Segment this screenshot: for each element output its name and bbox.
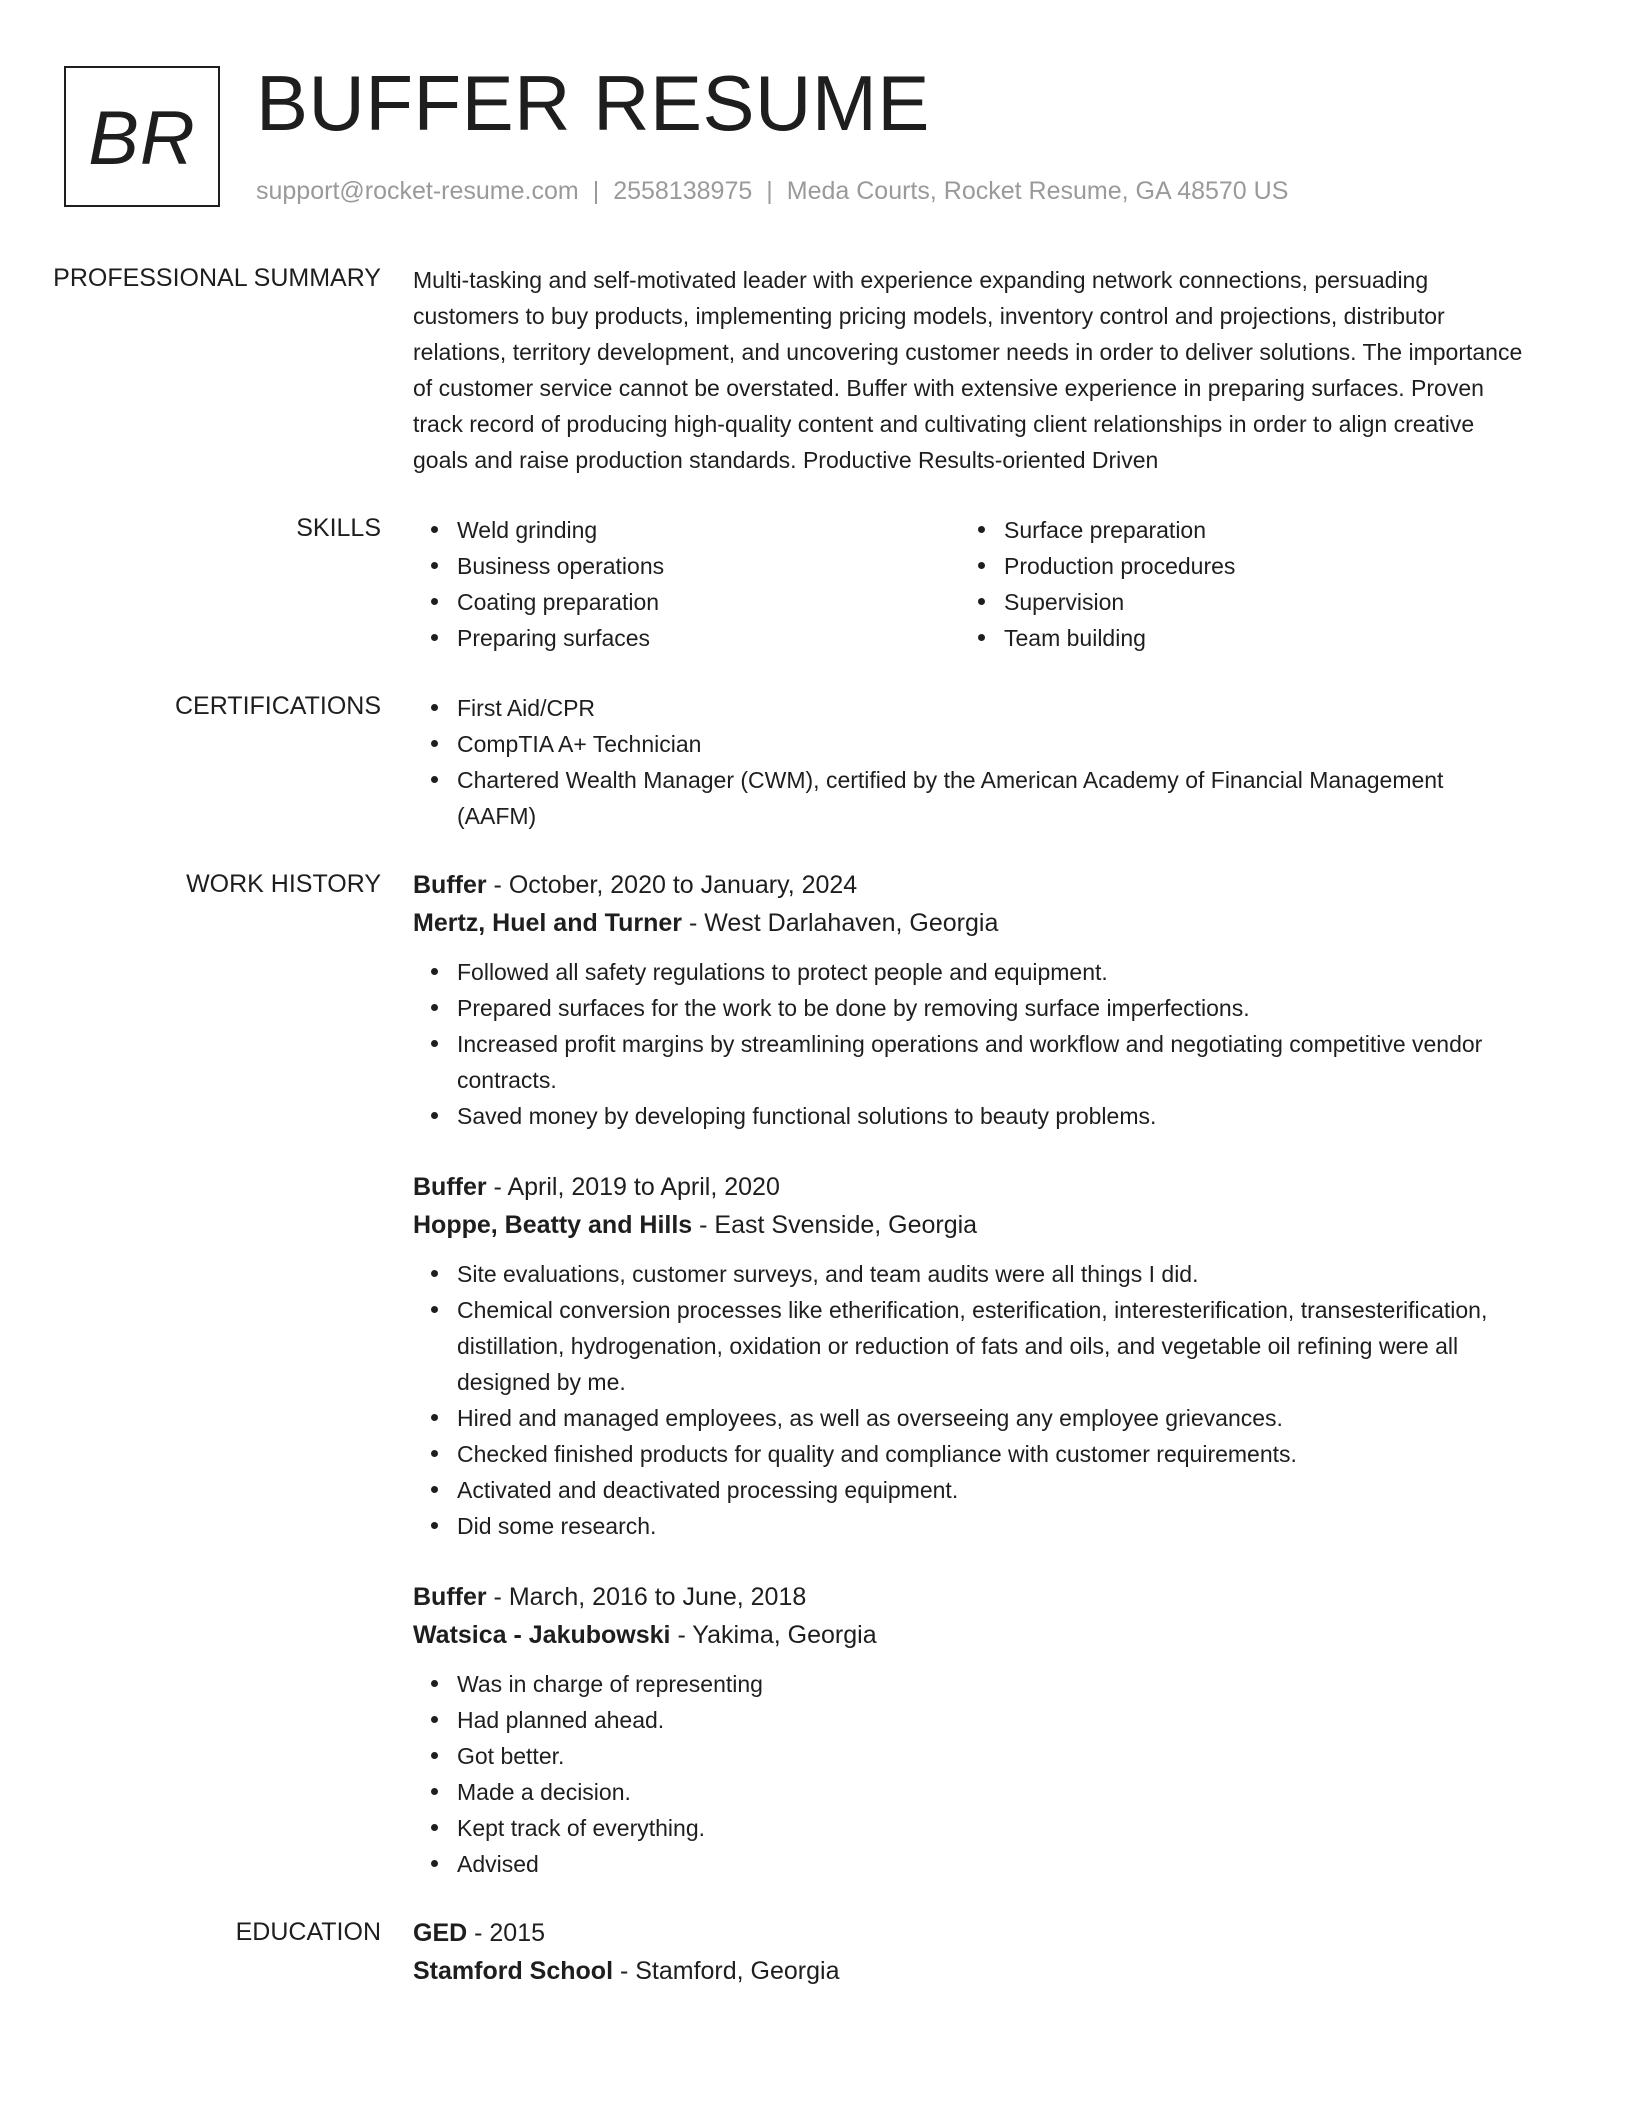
job-bullet: Kept track of everything. <box>457 1810 1523 1846</box>
job-bullet: Saved money by developing functional solutions to beauty problems. <box>457 1098 1523 1134</box>
contact-line <box>256 175 1288 207</box>
contact-separator: | <box>766 177 773 205</box>
section-education <box>0 1914 1632 1990</box>
job-company-line <box>413 904 1523 942</box>
job-role-line <box>413 1578 1523 1616</box>
job-bullets <box>413 954 1523 1134</box>
section-title: EDUCATION <box>235 1918 381 1946</box>
skill-item: Preparing surfaces <box>457 620 960 656</box>
job-bullet: Chemical conversion processes like etherification, esterification, interesterification, transesterification, distillation, hydrogenation, oxidation or reduction of fats and oils, and vegetable oil refining were all designed by me. <box>457 1292 1523 1400</box>
job-entry <box>413 1168 1523 1544</box>
job-bullet: Made a decision. <box>457 1774 1523 1810</box>
section-title: WORK HISTORY <box>186 870 381 898</box>
contact-email: support@rocket-resume.com <box>256 177 579 205</box>
section-body <box>413 688 1523 834</box>
job-bullet: Had planned ahead. <box>457 1702 1523 1738</box>
education-location: - Stamford, Georgia <box>613 1957 840 1985</box>
job-role: Buffer <box>413 1583 487 1611</box>
skills-list-right <box>960 512 1507 656</box>
section-work-history <box>0 866 1632 1882</box>
job-bullet: Increased profit margins by streamlining operations and workflow and negotiating competitive vendor contracts. <box>457 1026 1523 1098</box>
job-location: - West Darlahaven, Georgia <box>682 909 999 937</box>
section-title: CERTIFICATIONS <box>174 692 381 720</box>
certification-item: Chartered Wealth Manager (CWM), certified by the American Academy of Financial Management (AAFM) <box>457 762 1523 834</box>
job-company-line <box>413 1616 1523 1654</box>
job-company: Mertz, Huel and Turner <box>413 909 683 937</box>
job-bullet: Was in charge of representing <box>457 1666 1523 1702</box>
section-professional-summary <box>0 260 1632 478</box>
job-bullet: Followed all safety regulations to protect people and equipment. <box>457 954 1523 990</box>
skill-item: Team building <box>1004 620 1507 656</box>
job-bullet: Checked finished products for quality and compliance with customer requirements. <box>457 1436 1523 1472</box>
job-entry <box>413 866 1523 1134</box>
job-dates: - March, 2016 to June, 2018 <box>486 1583 807 1611</box>
certification-item: First Aid/CPR <box>457 690 1523 726</box>
monogram-box <box>64 66 220 207</box>
resume-name: BUFFER RESUME <box>256 59 930 147</box>
job-location: - Yakima, Georgia <box>670 1621 877 1649</box>
job-role: Buffer <box>413 1173 487 1201</box>
education-degree-line <box>413 1914 1523 1952</box>
job-bullet: Activated and deactivated processing equipment. <box>457 1472 1523 1508</box>
job-bullet: Hired and managed employees, as well as overseeing any employee grievances. <box>457 1400 1523 1436</box>
job-dates: - October, 2020 to January, 2024 <box>486 871 858 899</box>
job-location: - East Svenside, Georgia <box>692 1211 978 1239</box>
section-body <box>413 866 1523 1882</box>
skill-item: Production procedures <box>1004 548 1507 584</box>
job-role-line <box>413 866 1523 904</box>
job-company: Watsica - Jakubowski <box>413 1621 671 1649</box>
certifications-list <box>413 690 1523 834</box>
job-company-line <box>413 1206 1523 1244</box>
contact-separator: | <box>592 177 600 205</box>
job-bullet: Advised <box>457 1846 1523 1882</box>
job-role: Buffer <box>413 871 487 899</box>
section-title: PROFESSIONAL SUMMARY <box>53 264 381 292</box>
skill-item: Weld grinding <box>457 512 960 548</box>
job-bullet: Got better. <box>457 1738 1523 1774</box>
summary-text: Multi-tasking and self-motivated leader with experience expanding network connections, persuading customers to buy products, implementing pricing models, inventory control and projections, distributor relations, territory development, and uncovering customer needs in order to deliver solutions. The importance of customer service cannot be overstated. Buffer with extensive experience in preparing surfaces. Proven track record of producing high-quality content and cultivating client relationships in order to align creative goals and raise production standards. Productive Results-oriented Driven <box>413 267 1523 473</box>
job-role-line <box>413 1168 1523 1206</box>
education-school: Stamford School <box>413 1957 614 1985</box>
section-title: SKILLS <box>296 514 381 542</box>
education-degree: GED <box>413 1919 468 1947</box>
skills-list-left <box>413 512 960 656</box>
education-school-line <box>413 1952 1523 1990</box>
skill-item: Coating preparation <box>457 584 960 620</box>
job-bullets <box>413 1256 1523 1544</box>
resume-sections <box>0 260 1632 2022</box>
certification-item: CompTIA A+ Technician <box>457 726 1523 762</box>
job-bullet: Prepared surfaces for the work to be done by removing surface imperfections. <box>457 990 1523 1026</box>
skill-item: Supervision <box>1004 584 1507 620</box>
section-certifications <box>0 688 1632 834</box>
skill-item: Business operations <box>457 548 960 584</box>
job-company: Hoppe, Beatty and Hills <box>413 1211 693 1239</box>
skill-item: Surface preparation <box>1004 512 1507 548</box>
contact-address: Meda Courts, Rocket Resume, GA 48570 US <box>786 177 1289 205</box>
monogram-initials: BR <box>88 96 196 181</box>
skills-grid <box>413 510 1523 656</box>
section-body <box>413 1914 1523 1990</box>
job-bullet: Site evaluations, customer surveys, and team audits were all things I did. <box>457 1256 1523 1292</box>
job-bullet: Did some research. <box>457 1508 1523 1544</box>
job-entry <box>413 1578 1523 1882</box>
section-body <box>413 260 1523 478</box>
job-dates: - April, 2019 to April, 2020 <box>486 1173 780 1201</box>
section-skills <box>0 510 1632 656</box>
education-year: - 2015 <box>467 1919 546 1947</box>
job-bullets <box>413 1666 1523 1882</box>
contact-phone: 2558138975 <box>613 177 753 205</box>
